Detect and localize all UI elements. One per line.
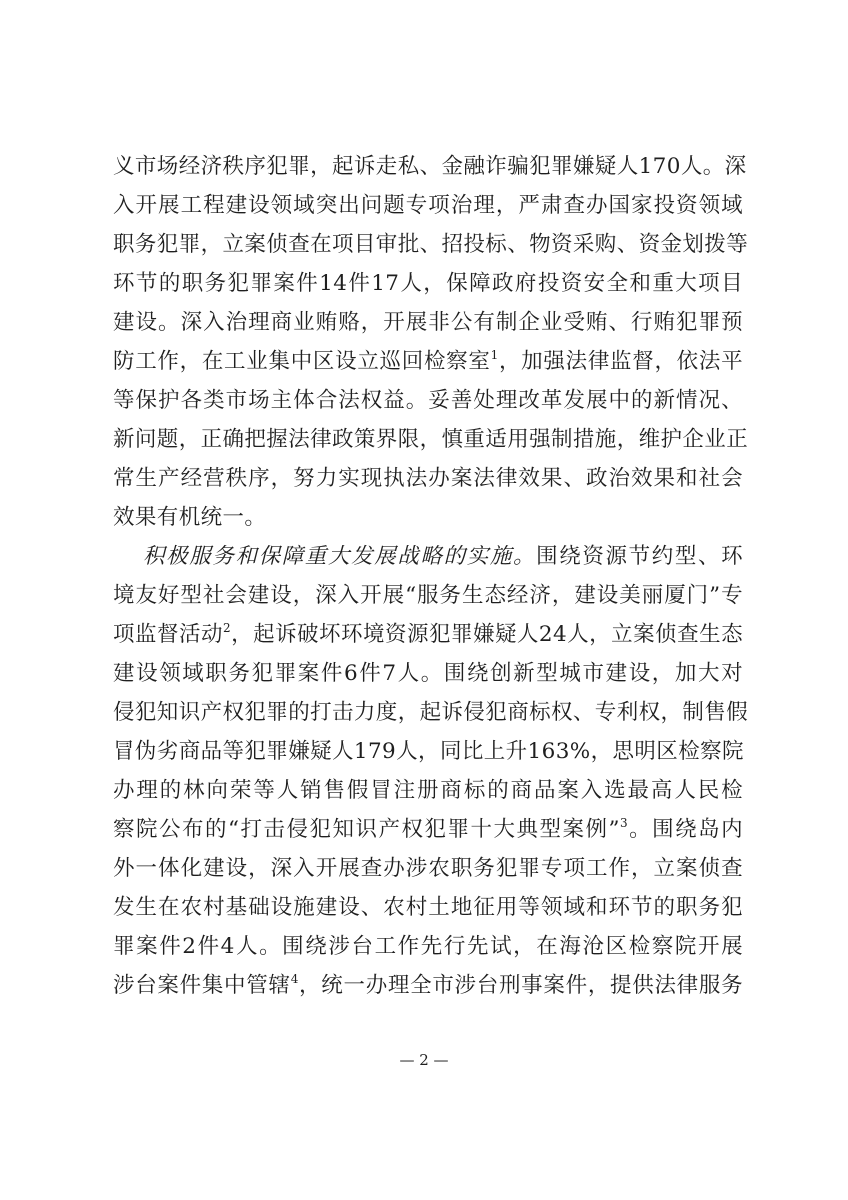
body-text xyxy=(113,147,749,1005)
text-run: 防工作，在工业集中区设立巡回检察室 xyxy=(113,349,491,374)
text-line xyxy=(113,966,743,1005)
text-line: 职务犯罪，立案侦查在项目审批、招投标、物资采购、资金划拨等 xyxy=(113,232,749,257)
footnote-marker: 2 xyxy=(222,621,231,635)
text-line: 义市场经济秩序犯罪，起诉走私、金融诈骗犯罪嫌疑人170人。深 xyxy=(113,154,747,179)
page-number: — 2 — xyxy=(399,1051,449,1069)
text-line: 环节的职务犯罪案件14件17人，保障政府投资安全和重大项目 xyxy=(113,271,743,296)
text-line xyxy=(113,810,743,849)
text-run: 。围绕岛内 xyxy=(627,817,743,842)
text-run: 涉台案件集中管辖 xyxy=(113,973,291,998)
text-line xyxy=(113,615,743,654)
text-line: 建设。深入治理商业贿赂，开展非公有制企业受贿、行贿犯罪预 xyxy=(113,310,743,335)
text-line xyxy=(113,342,743,381)
text-line: 效果有机统一。 xyxy=(113,505,267,530)
text-line: 新问题，正确把握法律政策界限，慎重适用强制措施，维护企业正 xyxy=(113,427,749,452)
text-line: 发生在农村基础设施建设、农村土地征用等领域和环节的职务犯 xyxy=(113,895,743,920)
text-line: 境友好型社会建设，深入开展“服务生态经济，建设美丽厦门”专 xyxy=(113,583,743,608)
text-run: 项监督活动 xyxy=(113,622,223,647)
text-run: ，统一办理全市涉台刑事案件，提供法律服务 xyxy=(298,973,743,998)
text-run: 围绕资源节约型、环 xyxy=(536,544,743,569)
footnote-marker: 3 xyxy=(619,816,628,830)
text-line: 罪案件2件4人。围绕涉台工作先行先试，在海沧区检察院开展 xyxy=(113,934,743,959)
text-run: ，加强法律监督，依法平 xyxy=(498,349,743,374)
text-run: 察院公布的“打击侵犯知识产权犯罪十大典型案例” xyxy=(113,817,620,842)
text-line: 等保护各类市场主体合法权益。妥善处理改革发展中的新情况、 xyxy=(113,388,743,413)
footnote-marker: 1 xyxy=(490,348,499,362)
text-line: 办理的林向荣等人销售假冒注册商标的商品案入选最高人民检 xyxy=(113,778,743,803)
text-run: ，起诉破坏环境资源犯罪嫌疑人24人，立案侦查生态 xyxy=(231,622,743,647)
text-line: 外一体化建设，深入开展查办涉农职务犯罪专项工作，立案侦查 xyxy=(113,856,743,881)
footnote-marker: 4 xyxy=(290,972,299,986)
text-line: 常生产经营秩序，努力实现执法办案法律效果、政治效果和社会 xyxy=(113,466,743,491)
paragraph-heading: 积极服务和保障重大发展战略的实施。 xyxy=(143,544,537,569)
text-line xyxy=(113,537,743,576)
text-line: 入开展工程建设领域突出问题专项治理，严肃查办国家投资领域 xyxy=(113,193,743,218)
text-line: 建设领域职务犯罪案件6件7人。围绕创新型城市建设，加大对 xyxy=(113,661,743,686)
text-line: 侵犯知识产权犯罪的打击力度，起诉侵犯商标权、专利权，制售假 xyxy=(113,700,749,725)
text-line: 冒伪劣商品等犯罪嫌疑人179人，同比上升163%，思明区检察院 xyxy=(113,739,744,764)
